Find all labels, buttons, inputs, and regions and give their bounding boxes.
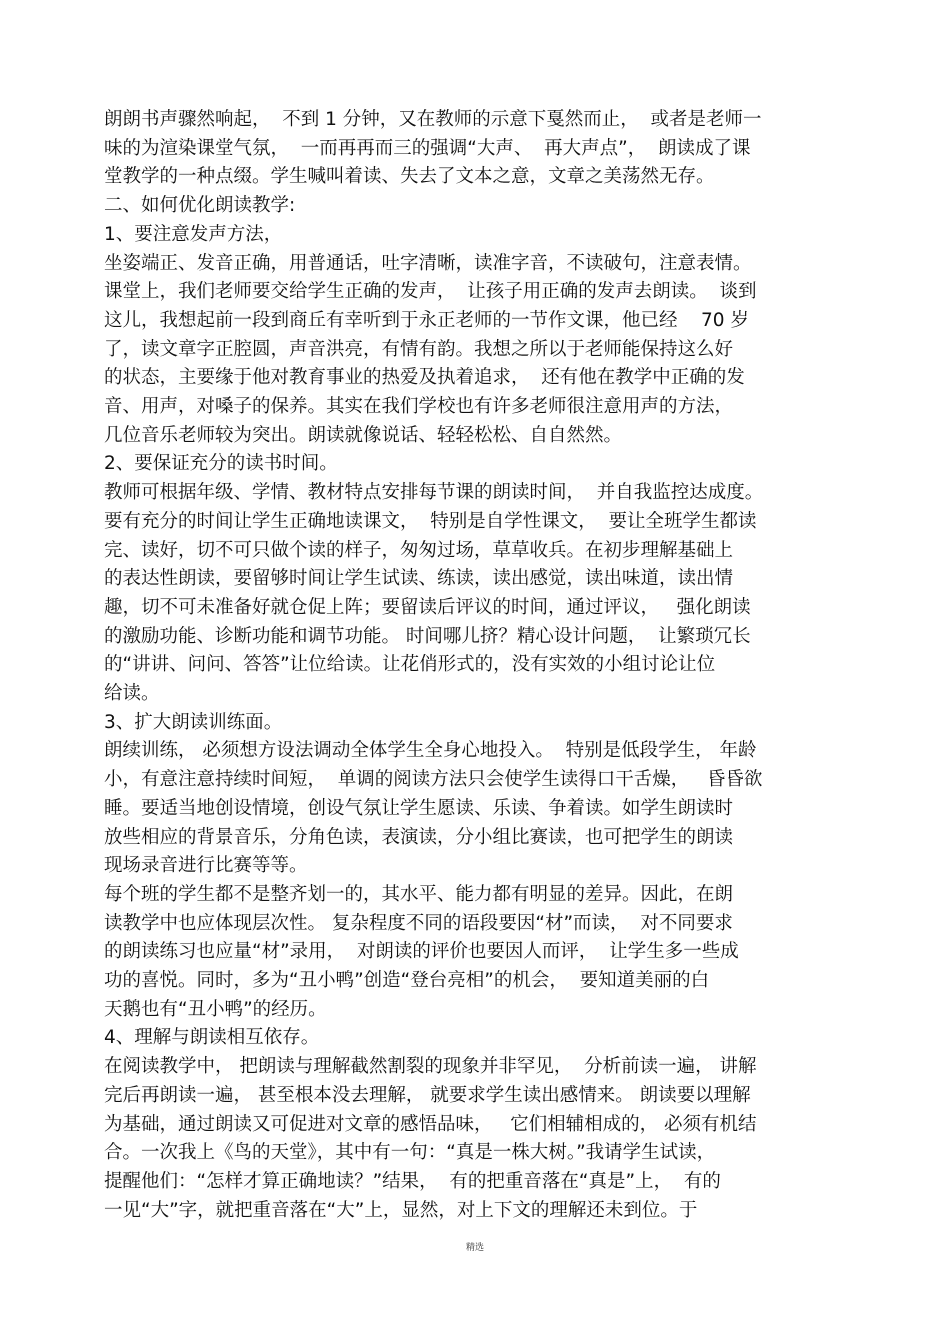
text-line: 现场录音进行比赛等等。 xyxy=(104,855,308,877)
page-footer: 精选 xyxy=(465,1243,484,1253)
text-line: 朗朗书声骤然响起， 不到 1 分钟，又在教师的示意下戛然而止， 或者是老师一 xyxy=(104,109,762,130)
text-line: 的“讲讲、问问、答答”让位给读。让花俏形式的，没有实效的小组讨论让位 xyxy=(104,654,716,676)
text-line: 课堂上，我们老师要交给学生正确的发声， 让孩子用正确的发声去朗读。 谈到 xyxy=(104,281,757,303)
text-line: 1、要注意发声方法， xyxy=(104,223,283,245)
text-line: 音、用声，对嗓子的保养。其实在我们学校也有许多老师很注意用声的方法， xyxy=(104,396,734,417)
text-line: 的激励功能、诊断功能和调节功能。 时间哪儿挤？精心设计问题， 让繁琐冗长 xyxy=(104,625,751,647)
text-line: 合。一次我上《鸟的天堂》，其中有一句：“真是一株大树。”我请学生试读， xyxy=(104,1142,716,1164)
text-line: 睡。要适当地创设情境，创设气氛让学生愿读、乐读、争着读。如学生朗读时 xyxy=(104,797,734,819)
text-line: 完、读好，切不可只做个读的样子，匆匆过场，草草收兵。在初步理解基础上 xyxy=(104,539,734,561)
text-line: 给读。 xyxy=(104,683,160,704)
text-line: 味的为渲染课堂气氛， 一而再再而三的强调“大声、 再大声点”， 朗读成了课 xyxy=(104,137,751,159)
text-line: 4、理解与朗读相互依存。 xyxy=(104,1027,320,1049)
text-line: 这儿，我想起前一段到商丘有幸听到于永正老师的一节作文课，他已经 70 岁 xyxy=(104,309,749,331)
text-line: 3、扩大朗读训练面。 xyxy=(104,711,283,733)
text-line: 每个班的学生都不是整齐划一的，其水平、能力都有明显的差异。因此，在朗 xyxy=(104,883,734,905)
text-line: 一见“大”字，就把重音落在“大”上，显然，对上下文的理解还未到位。于 xyxy=(104,1199,698,1221)
text-line: 小，有意注意持续时间短， 单调的阅读方法只会使学生读得口干舌燥， 昏昏欲 xyxy=(104,769,763,791)
text-line: 为基础，通过朗读又可促进对文章的感悟品味， 它们相辅相成的， 必须有机结 xyxy=(104,1113,757,1135)
text-line: 几位音乐老师较为突出。朗读就像说话、轻轻松松、自自然然。 xyxy=(104,424,623,446)
text-line: 天鹅也有“丑小鸭”的经历。 xyxy=(104,998,327,1020)
text-line: 教师可根据年级、学情、教材特点安排每节课的朗读时间， 并自我监控达成度。 xyxy=(104,482,764,504)
text-line: 坐姿端正、发音正确，用普通话，吐字清晰，读准字音，不读破句，注意表情。 xyxy=(104,252,752,274)
text-line: 读教学中也应体现层次性。 复杂程度不同的语段要因“材”而读， 对不同要求 xyxy=(104,912,733,934)
text-line: 堂教学的一种点缀。学生喊叫着读、失去了文本之意，文章之美荡然无存。 xyxy=(104,166,715,188)
text-line: 的表达性朗读，要留够时间让学生试读、练读，读出感觉，读出味道，读出情 xyxy=(104,568,734,590)
text-line: 的朗读练习也应量“材”录用， 对朗读的评价也要因人而评， 让学生多一些成 xyxy=(104,941,739,963)
text-line: 朗续训练， 必须想方设法调动全体学生全身心地投入。 特别是低段学生， 年龄 xyxy=(104,740,757,762)
text-line: 提醒他们：“怎样才算正确地读？”结果， 有的把重音落在“真是”上， 有的 xyxy=(104,1170,721,1192)
text-line: 功的喜悦。同时，多为“丑小鸭”创造“登台亮相”的机会， 要知道美丽的白 xyxy=(104,970,710,991)
text-line: 的状态，主要缘于他对教育事业的热爱及执着追求， 还有他在教学中正确的发 xyxy=(104,367,745,389)
text-line: 2、要保证充分的读书时间。 xyxy=(104,453,338,475)
text-line: 完后再朗读一遍， 甚至根本没去理解， 就要求学生读出感情来。 朗读要以理解 xyxy=(104,1084,751,1106)
text-line: 二、如何优化朗读教学: xyxy=(104,195,296,217)
text-line: 趣，切不可未准备好就仓促上阵；要留读后评议的时间，通过评议， 强化朗读 xyxy=(104,596,751,618)
text-line: 在阅读教学中， 把朗读与理解截然割裂的现象并非罕见， 分析前读一遍， 讲解 xyxy=(104,1056,757,1078)
text-line: 了，读文章字正腔圆，声音洪亮，有情有韵。我想之所以于老师能保持这么好 xyxy=(104,338,734,360)
text-line: 要有充分的时间让学生正确地读课文， 特别是自学性课文， 要让全班学生都读 xyxy=(104,510,757,532)
text-line: 放些相应的背景音乐，分角色读，表演读，分小组比赛读，也可把学生的朗读 xyxy=(104,826,734,848)
